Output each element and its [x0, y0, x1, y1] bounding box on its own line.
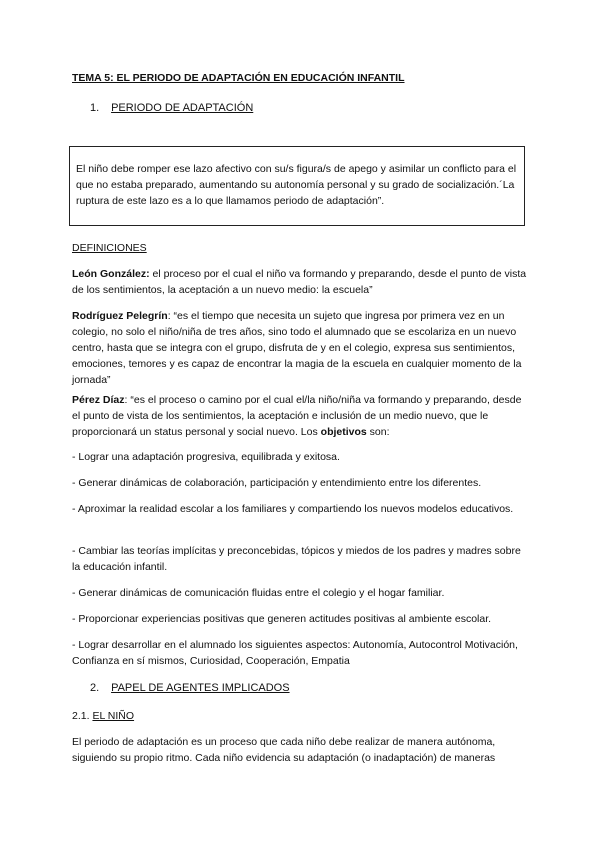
definition-leon-gonzalez — [72, 266, 528, 298]
document-title: TEMA 5: EL PERIODO DE ADAPTACIÓN EN EDUCACIÓN INFANTIL — [72, 72, 405, 84]
section-2-label: PAPEL DE AGENTES IMPLICADOS — [111, 682, 290, 694]
objective-item: - Generar dinámicas de colaboración, participación y entendimiento entre los diferentes. — [72, 477, 482, 489]
definition-author: Rodríguez Pelegrín — [72, 310, 168, 322]
objective-item: - Aproximar la realidad escolar a los familiares y compartiendo los nuevos modelos educativos. — [72, 503, 514, 515]
definition-author: Pérez Díaz — [72, 394, 125, 406]
subsection-2-1-label: EL NIÑO — [92, 710, 135, 722]
objective-item: - Cambiar las teorías implícitas y preconcebidas, tópicos y miedos de los padres y madres sobre la educación infantil. — [72, 545, 521, 573]
subsection-2-1-heading — [72, 708, 528, 724]
definition-perez-diaz — [72, 392, 528, 440]
section-2-heading — [90, 680, 290, 696]
objective-item: - Proporcionar experiencias positivas que generen actitudes positivas al ambiente escolar. — [72, 613, 492, 625]
subsection-2-1-number: 2.1. — [72, 710, 90, 722]
objective-item: - Generar dinámicas de comunicación fluidas entre el colegio y el hogar familiar. — [72, 587, 445, 599]
highlight-box-text: El niño debe romper ese lazo afectivo con su/s figura/s de apego y asimilar un conflicto para el que no estaba preparado, aumentando su autonomía personal y su grado de socialización.´La ruptura de este lazo es a lo que llamamos periodo de adaptación”. — [76, 163, 517, 207]
definition-text: el proceso por el cual el niño va formando y preparando, desde el punto de vista de los sentimientos, la aceptación a un nuevo medio: la escuela” — [72, 268, 527, 296]
section-1-number: 1. — [90, 102, 100, 114]
definition-tail: son: — [366, 426, 390, 438]
definitions-heading: DEFINICIONES — [72, 242, 147, 254]
definition-text: : “es el tiempo que necesita un sujeto que ingresa por primera vez en un colegio, no solo el niño/niña de tres años, sino todo el alumnado que se escolariza en un nuevo centro, hasta que se integra con el grupo, disfruta de y en el colegio, expresa sus sentimientos, emociones, temores y es capaz de encontrar la magia de la escuela en cualquier momento de la jornada” — [72, 310, 522, 386]
objective-item: - Lograr desarrollar en el alumnado los siguientes aspectos: Autonomía, Autocontrol Motivación, Confianza en sí mismos, Curiosidad, Cooperación, Empatia — [72, 639, 518, 667]
definition-text: : “es el proceso o camino por el cual el/la niño/niña va formando y preparando, desde el punto de vista de los sentimientos, la aceptación e inclusión de un medio nuevo, que le proporcionará un status personal y social nuevo. Los — [72, 394, 522, 438]
highlight-box — [69, 146, 525, 226]
section-1-label: PERIODO DE ADAPTACIÓN — [111, 102, 254, 114]
definition-rodriguez-pelegrin — [72, 308, 528, 388]
closing-paragraph: El periodo de adaptación es un proceso que cada niño debe realizar de manera autónoma, siguiendo su propio ritmo. Cada niño evidencia su adaptación (o inadaptación) de maneras — [72, 736, 496, 764]
definition-author: León González: — [72, 268, 150, 280]
section-2-number: 2. — [90, 682, 100, 694]
objectives-word: objetivos — [320, 426, 367, 438]
section-1-heading — [90, 100, 253, 116]
objective-item: - Lograr una adaptación progresiva, equilibrada y exitosa. — [72, 451, 340, 463]
